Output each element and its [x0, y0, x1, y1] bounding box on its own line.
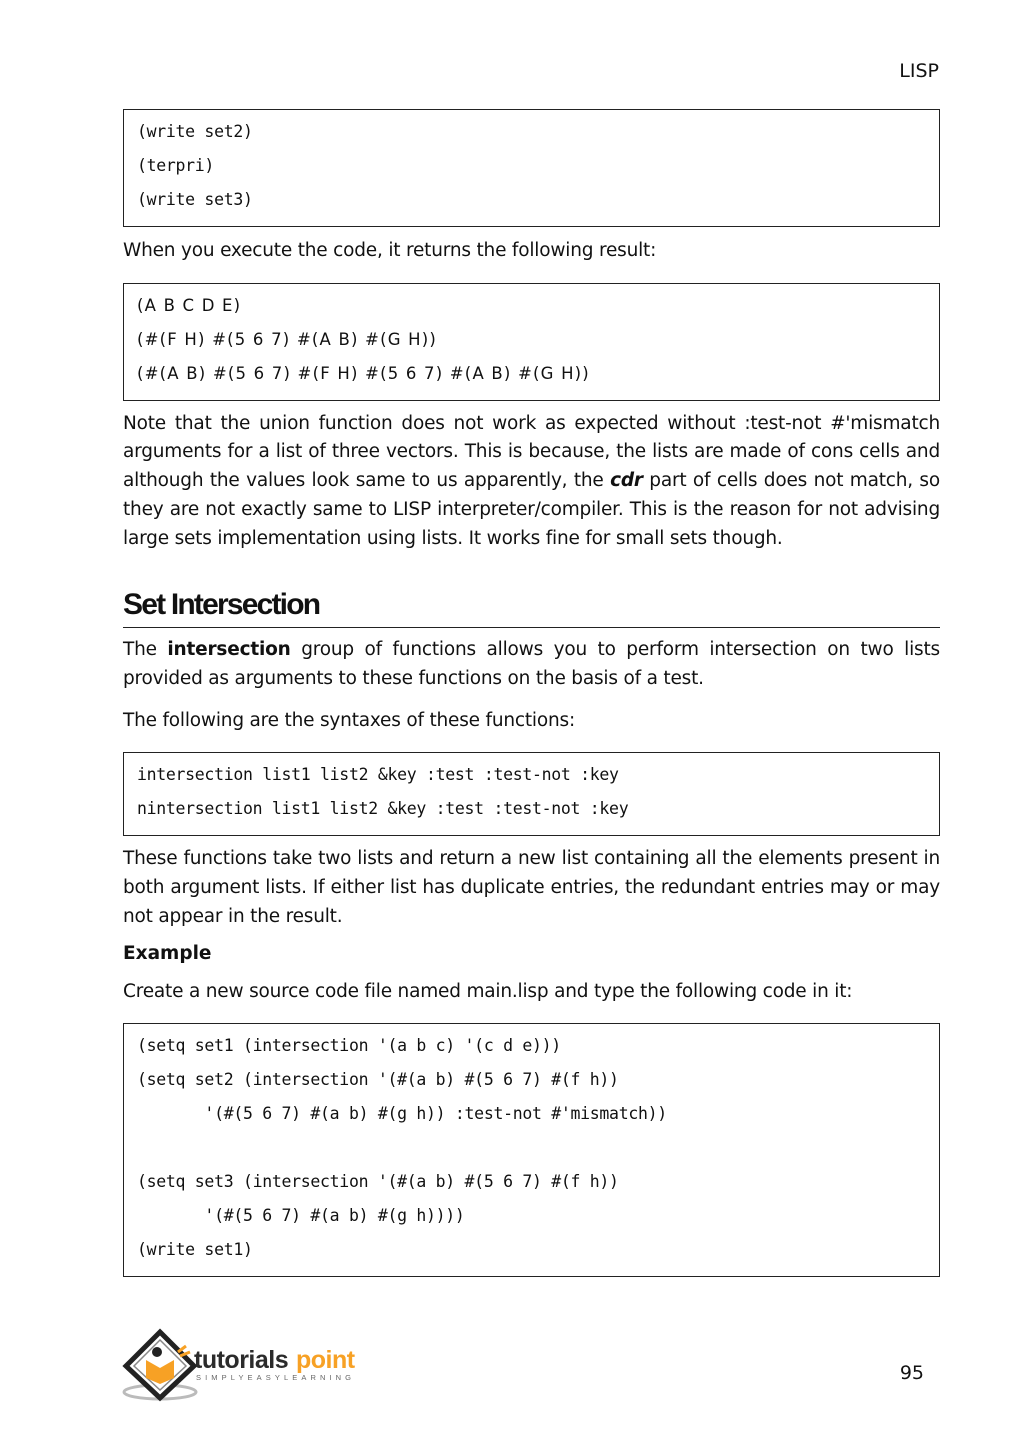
cdr-emphasis: cdr: [610, 470, 643, 492]
code-line-blank: [137, 1134, 926, 1168]
code-line: nintersection list1 list2 &key :test :test-not :key: [137, 799, 629, 819]
page-number: 95: [899, 1362, 924, 1384]
output-line: (#(A B) #(5 6 7) #(F H) #(5 6 7) #(A B) #(G H)): [137, 363, 590, 383]
note-text: Note that the union function does not work as expected without :test-not #'mismatch arguments for a list of three vectors. This is because, the lists are made of cons cells and although the values look same to us apparently, the: [123, 412, 940, 492]
section-heading: Set Intersection: [123, 587, 940, 628]
section-intro: [123, 636, 940, 693]
result-intro-text: When you execute the code, it returns the following result:: [123, 240, 657, 261]
output-line: (A B C D E): [137, 295, 242, 315]
logo-text-accent: point: [296, 1346, 355, 1374]
page-content: [123, 109, 940, 1277]
description-paragraph: These functions take two lists and return a new list containing all the elements present in both argument lists. If either list has duplicate entries, the redundant entries may or may not appear in the result.: [123, 848, 940, 927]
code-block-top: [123, 109, 940, 227]
example-intro: Create a new source code file named main.lisp and type the following code in it:: [123, 981, 853, 1003]
running-header-title: LISP: [899, 60, 939, 82]
code-line: (setq set2 (intersection '(#(a b) #(5 6 7) #(f h)): [137, 1070, 619, 1090]
output-block: [123, 283, 940, 401]
output-line: (#(F H) #(5 6 7) #(A B) #(G H)): [137, 329, 438, 349]
example-heading: Example: [123, 943, 212, 965]
intro-text: The: [123, 639, 168, 661]
code-line: (write set3): [137, 190, 253, 209]
logo-text-main: tutorials: [194, 1346, 289, 1374]
intersection-term: intersection: [167, 639, 291, 661]
logo-emblem-icon: [120, 1326, 370, 1406]
intro-text: group of functions allows you to perform intersection on two lists provided as arguments to these functions on the basis of a test.: [123, 639, 940, 689]
note-paragraph: [123, 410, 940, 554]
code-line: (write set1): [137, 1240, 253, 1260]
code-line: (setq set1 (intersection '(a b c) '(c d e))): [137, 1036, 561, 1056]
code-line: (write set2): [137, 122, 253, 141]
tutorialspoint-logo: [120, 1326, 370, 1406]
note-text: part of cells does not match, so they are not exactly same to LISP interpreter/compiler. This is the reason for not advising large sets implementation using lists. It works fine for small sets though.: [123, 470, 940, 549]
code-line: '(#(5 6 7) #(a b) #(g h)))): [137, 1206, 465, 1226]
code-line: (setq set3 (intersection '(#(a b) #(5 6 7) #(f h)): [137, 1172, 619, 1192]
logo-tagline: SIMPLYEASYLEARNING: [196, 1373, 356, 1382]
syntax-intro: The following are the syntaxes of these functions:: [123, 709, 575, 731]
code-line: intersection list1 list2 &key :test :test-not :key: [137, 765, 619, 785]
example-code-block: [123, 1023, 940, 1277]
syntax-code-block: [123, 752, 940, 836]
code-line: '(#(5 6 7) #(a b) #(g h)) :test-not #'mismatch)): [137, 1104, 667, 1124]
code-line: (terpri): [137, 156, 215, 175]
